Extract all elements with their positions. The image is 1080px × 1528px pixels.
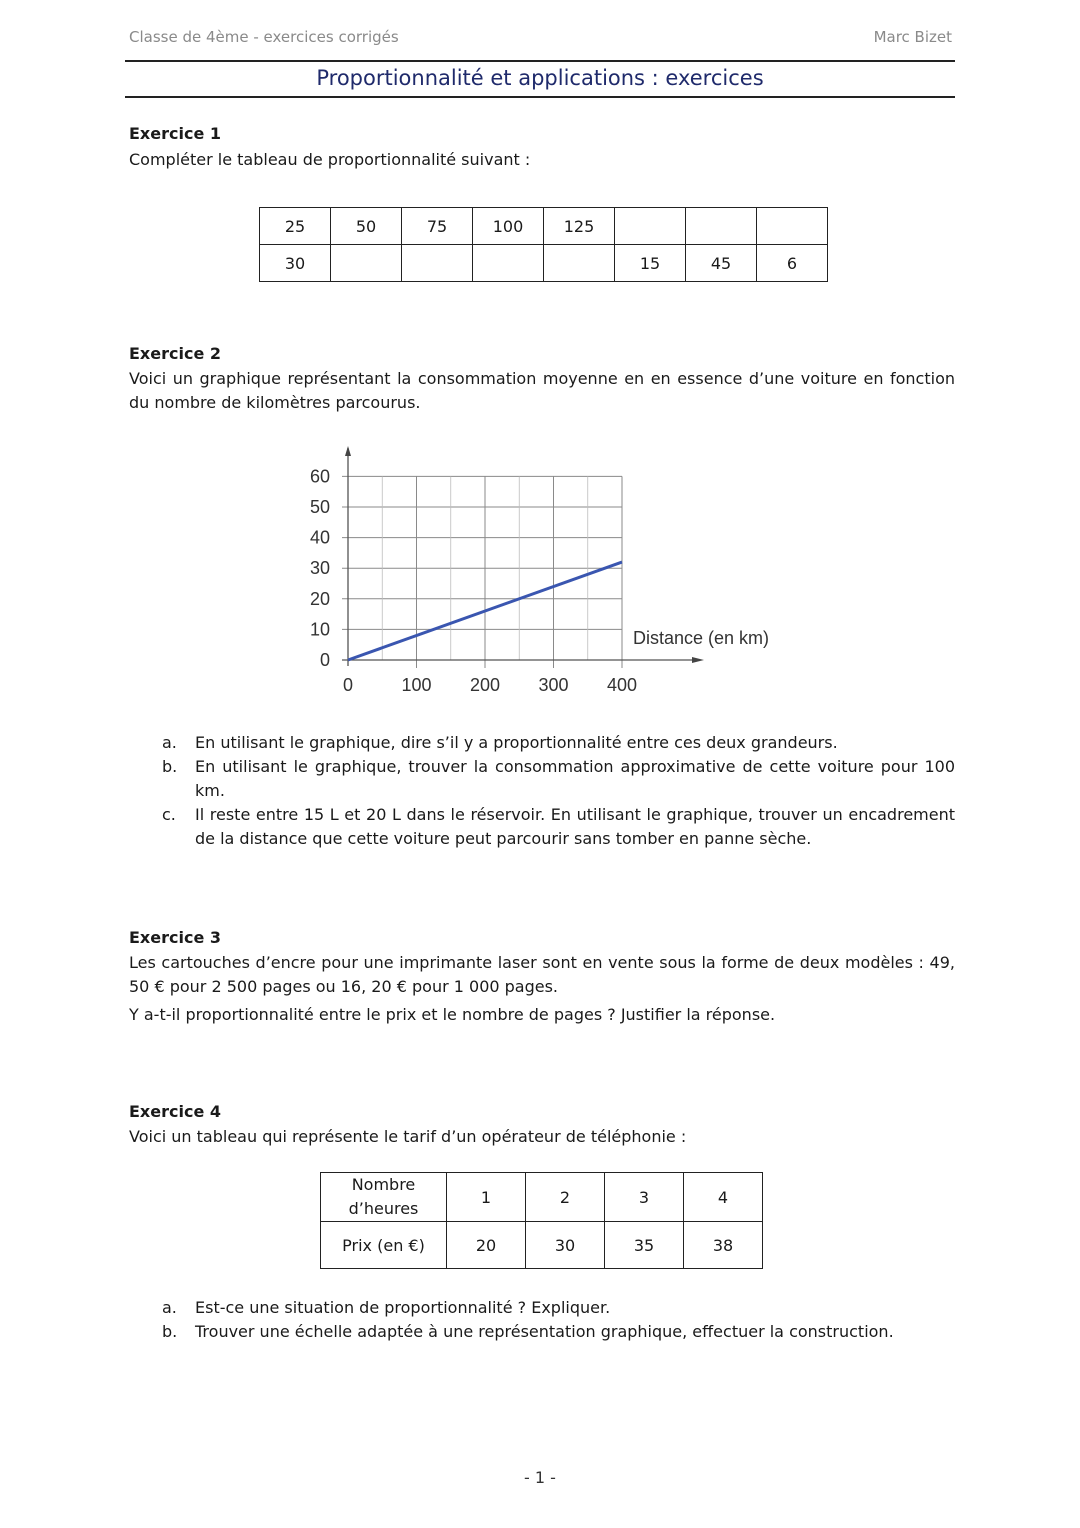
ex3-text1: Les cartouches d’encre pour une imprimante laser sont en vente sous la forme de deux modèles : 49, 50 € pour 2 500 pages ou 16, 20 € pour 1 000 pages.: [129, 953, 955, 996]
ex2-question-marker: c.: [162, 805, 176, 824]
ex2-question-text: Il reste entre 15 L et 20 L dans le réservoir. En utilisant le graphique, trouver un encadrement de la distance que cette voiture peut parcourir sans tomber en panne sèche.: [195, 805, 955, 848]
ex4-row1-label: [321, 1173, 447, 1222]
ex4-text: Voici un tableau qui représente le tarif d’un opérateur de téléphonie :: [129, 1127, 687, 1146]
ex2-text: Voici un graphique représentant la consommation moyenne en en essence d’une voiture en fonction du nombre de kilomètres parcourus.: [129, 369, 955, 412]
ex4-cell: 30: [526, 1222, 605, 1269]
ex1-cell: 125: [544, 208, 615, 245]
ex2-question-text: En utilisant le graphique, dire s’il y a proportionnalité entre ces deux grandeurs.: [195, 733, 838, 752]
ex1-cell: [473, 245, 544, 282]
ex1-cell: [402, 245, 473, 282]
ex1-cell: 50: [331, 208, 402, 245]
ex4-question-marker: a.: [162, 1298, 177, 1317]
ex1-cell: [615, 208, 686, 245]
chart-x-tick-label: 300: [538, 675, 569, 695]
chart-y-tick-label: 0: [319, 650, 330, 670]
ex1-text: Compléter le tableau de proportionnalité suivant :: [129, 150, 531, 169]
ex2-question-marker: b.: [162, 757, 178, 776]
chart-x-tick-label: 200: [469, 675, 501, 695]
ex1-table: [259, 207, 828, 282]
ex4-cell: 1: [447, 1173, 526, 1222]
ex4-row2-label: Prix (en €): [321, 1222, 447, 1269]
ex1-cell: 15: [615, 245, 686, 282]
ex1-cell: [544, 245, 615, 282]
chart-y-arrow: [345, 446, 351, 456]
ex1-cell: 75: [402, 208, 473, 245]
chart-y-tick-label: 50: [309, 497, 330, 517]
ex4-table: [320, 1172, 763, 1269]
chart-x-arrow: [692, 657, 704, 663]
ex4-cell: 4: [684, 1173, 763, 1222]
ex2-questions: [158, 731, 955, 851]
ex2-question-marker: a.: [162, 733, 177, 752]
ex1-cell: 100: [473, 208, 544, 245]
header-left: Classe de 4ème - exercices corrigés: [129, 28, 399, 46]
ex4-cell: 35: [605, 1222, 684, 1269]
ex1-cell: [686, 208, 757, 245]
ex1-heading: Exercice 1: [129, 124, 221, 143]
ex4-questions: [158, 1296, 955, 1344]
ex1-cell: 6: [757, 245, 828, 282]
chart-y-tick-label: 10: [309, 619, 330, 640]
ex4-question-text: Trouver une échelle adaptée à une représentation graphique, effectuer la construction.: [195, 1322, 894, 1341]
chart-y-tick-label: 30: [309, 558, 330, 579]
page-title: Proportionnalité et applications : exercices: [316, 66, 764, 90]
ex4-row1-label-line: Nombre: [351, 1175, 416, 1194]
ex4-heading: Exercice 4: [129, 1102, 221, 1121]
ex2-heading: Exercice 2: [129, 344, 221, 363]
ex1-cell: [757, 208, 828, 245]
ex4-question-text: Est-ce une situation de proportionnalité ? Expliquer.: [195, 1298, 611, 1317]
ex4-cell: 2: [526, 1173, 605, 1222]
ex4-question: [158, 1296, 955, 1320]
ex3-heading: Exercice 3: [129, 928, 221, 947]
ex4-cell: 38: [684, 1222, 763, 1269]
ex1-cell: 45: [686, 245, 757, 282]
ex4-question-marker: b.: [162, 1322, 178, 1341]
chart-x-tick-label: 0: [342, 675, 354, 695]
header-rule-bottom: [125, 96, 955, 98]
header-right: Marc Bizet: [873, 28, 952, 46]
ex4-cell: 3: [605, 1173, 684, 1222]
ex1-cell: 25: [260, 208, 331, 245]
ex1-cell: 30: [260, 245, 331, 282]
ex4-cell: 20: [447, 1222, 526, 1269]
ex4-question: [158, 1320, 955, 1344]
consumption-chart: [290, 440, 810, 710]
header-rule-top: [125, 60, 955, 62]
ex2-question-text: En utilisant le graphique, trouver la consommation approximative de cette voiture pour 100 km.: [195, 757, 955, 800]
page-number: - 1 -: [524, 1468, 556, 1487]
ex2-question: [158, 731, 955, 755]
chart-grid: [342, 476, 622, 668]
ex1-cell: [331, 245, 402, 282]
ex2-question: [158, 803, 955, 851]
ex3-text2: Y a-t-il proportionnalité entre le prix et le nombre de pages ? Justifier la réponse.: [129, 1005, 776, 1024]
chart-y-tick-label: 20: [309, 588, 330, 609]
chart-y-tick-label: 40: [309, 527, 330, 548]
ex2-question: [158, 755, 955, 803]
chart-xlabel: Distance (en km): [633, 628, 770, 648]
chart-y-tick-label: 60: [309, 466, 330, 487]
ex4-row1-label-line: d’heures: [348, 1199, 419, 1218]
chart-x-tick-label: 400: [606, 675, 638, 695]
chart-x-tick-label: 100: [401, 675, 432, 695]
